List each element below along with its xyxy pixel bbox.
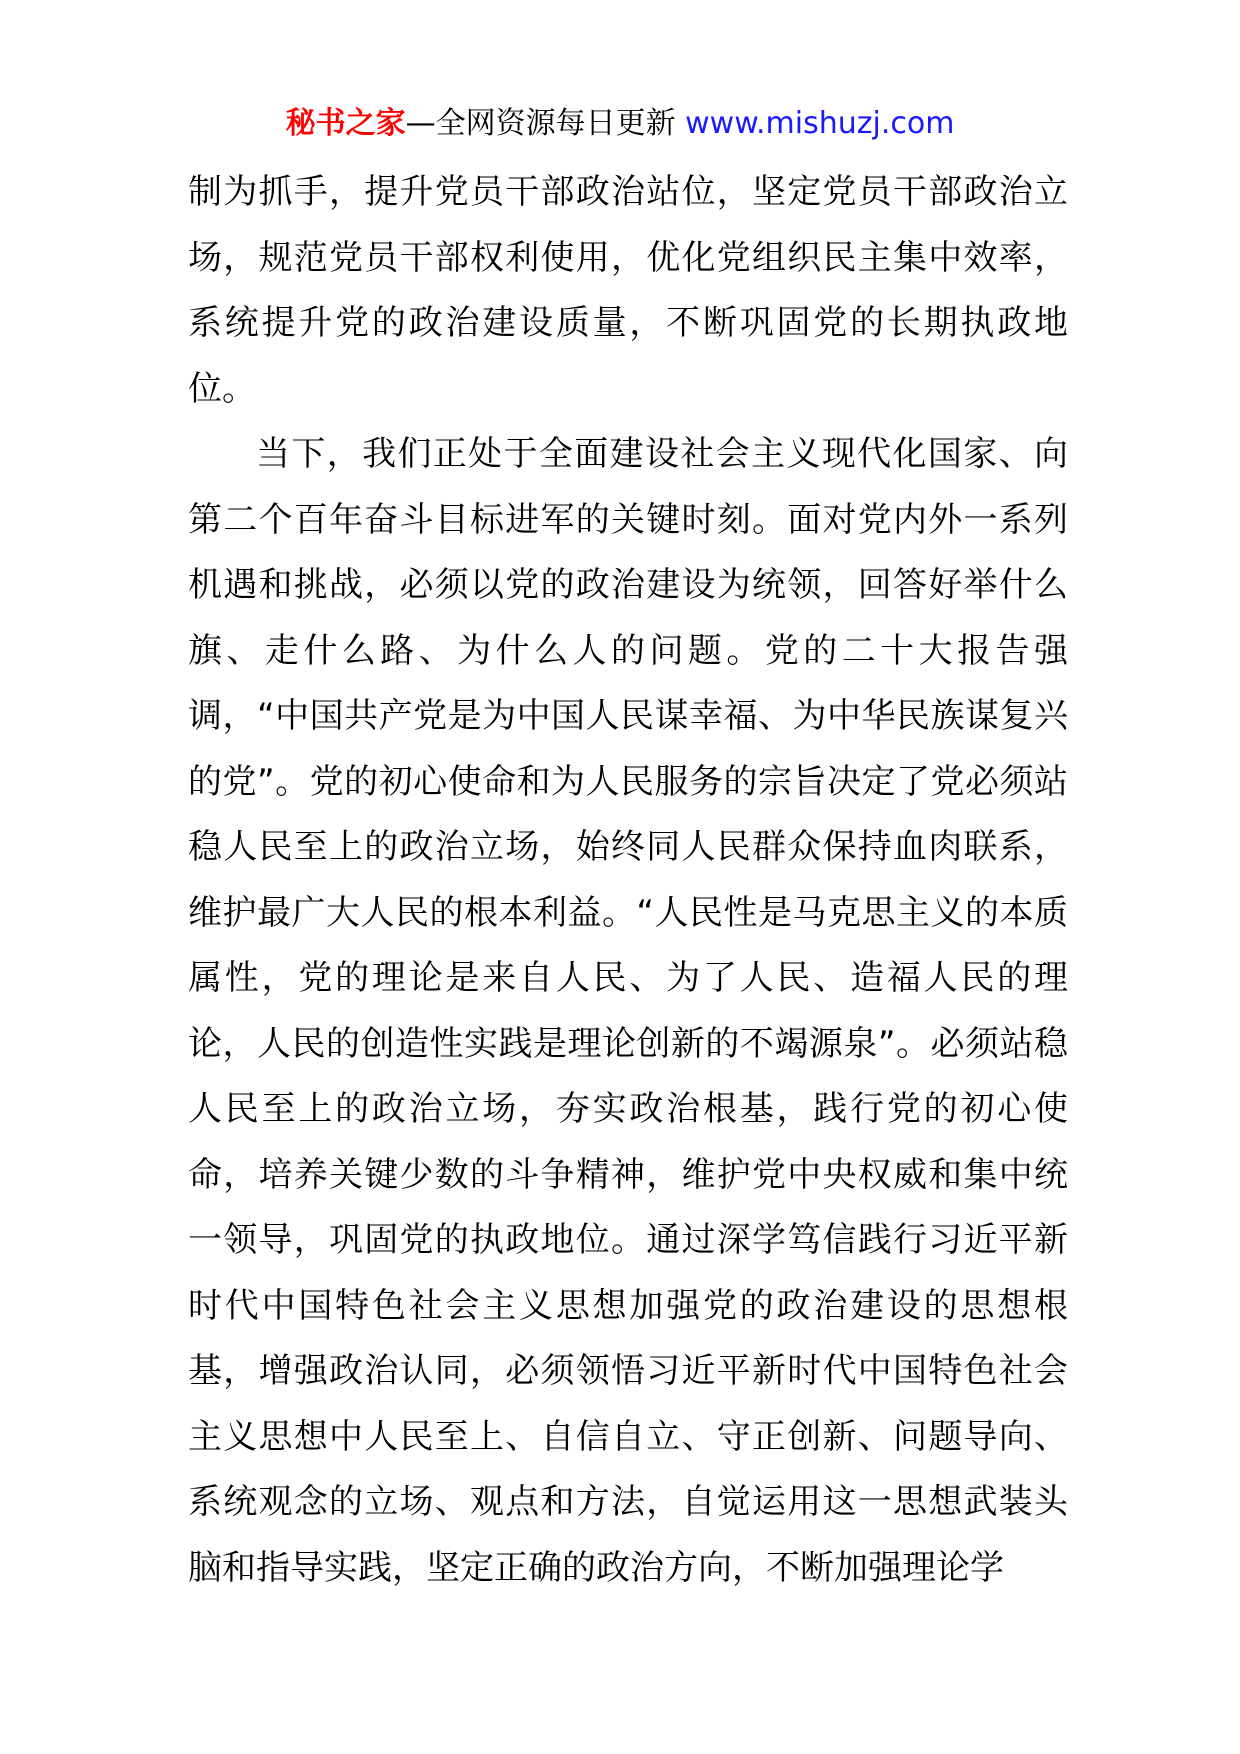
- paragraph-1: 制为抓手，提升党员干部政治站位，坚定党员干部政治立场，规范党员干部权利使用，优化党组织民主集中效率，系统提升党的政治建设质量，不断巩固党的长期执政地位。: [188, 172, 1068, 409]
- paragraph-2: 当下，我们正处于全面建设社会主义现代化国家、向第二个百年奋斗目标进军的关键时刻。面对党内外一系列机遇和挑战，必须以党的政治建设为统领，回答好举什么旗、走什么路、为什么人的问题。党的二十大报告强调，“中国共产党是为中国人民谋幸福、为中华民族谋复兴的党”。党的初心使命和为人民服务的宗旨决定了党必须站稳人民至上的政治立场，始终同人民群众保持血肉联系，维护最广大人民的根本利益。“人民性是马克思主义的本质属性，党的理论是来自人民、为了人民、造福人民的理论，人民的创造性实践是理论创新的不竭源泉”。必须站稳人民至上的政治立场，夯实政治根基，践行党的初心使命，培养关键少数的斗争精神，维护党中央权威和集中统一领导，巩固党的执政地位。通过深学笃信践行习近平新时代中国特色社会主义思想加强党的政治建设的思想根基，增强政治认同，必须领悟习近平新时代中国特色社会主义思想中人民至上、自信自立、守正创新、问题导向、系统观念的立场、观点和方法，自觉运用这一思想武装头脑和指导实践，坚定正确的政治方向，不断加强理论学: [188, 434, 1068, 1588]
- document-body: [188, 160, 1068, 1601]
- header-tagline: —全网资源每日更新: [405, 106, 676, 141]
- website-link[interactable]: www.mishuzj.com: [685, 106, 955, 141]
- page-header: [0, 102, 1240, 146]
- brand-name: 秘书之家: [285, 106, 406, 141]
